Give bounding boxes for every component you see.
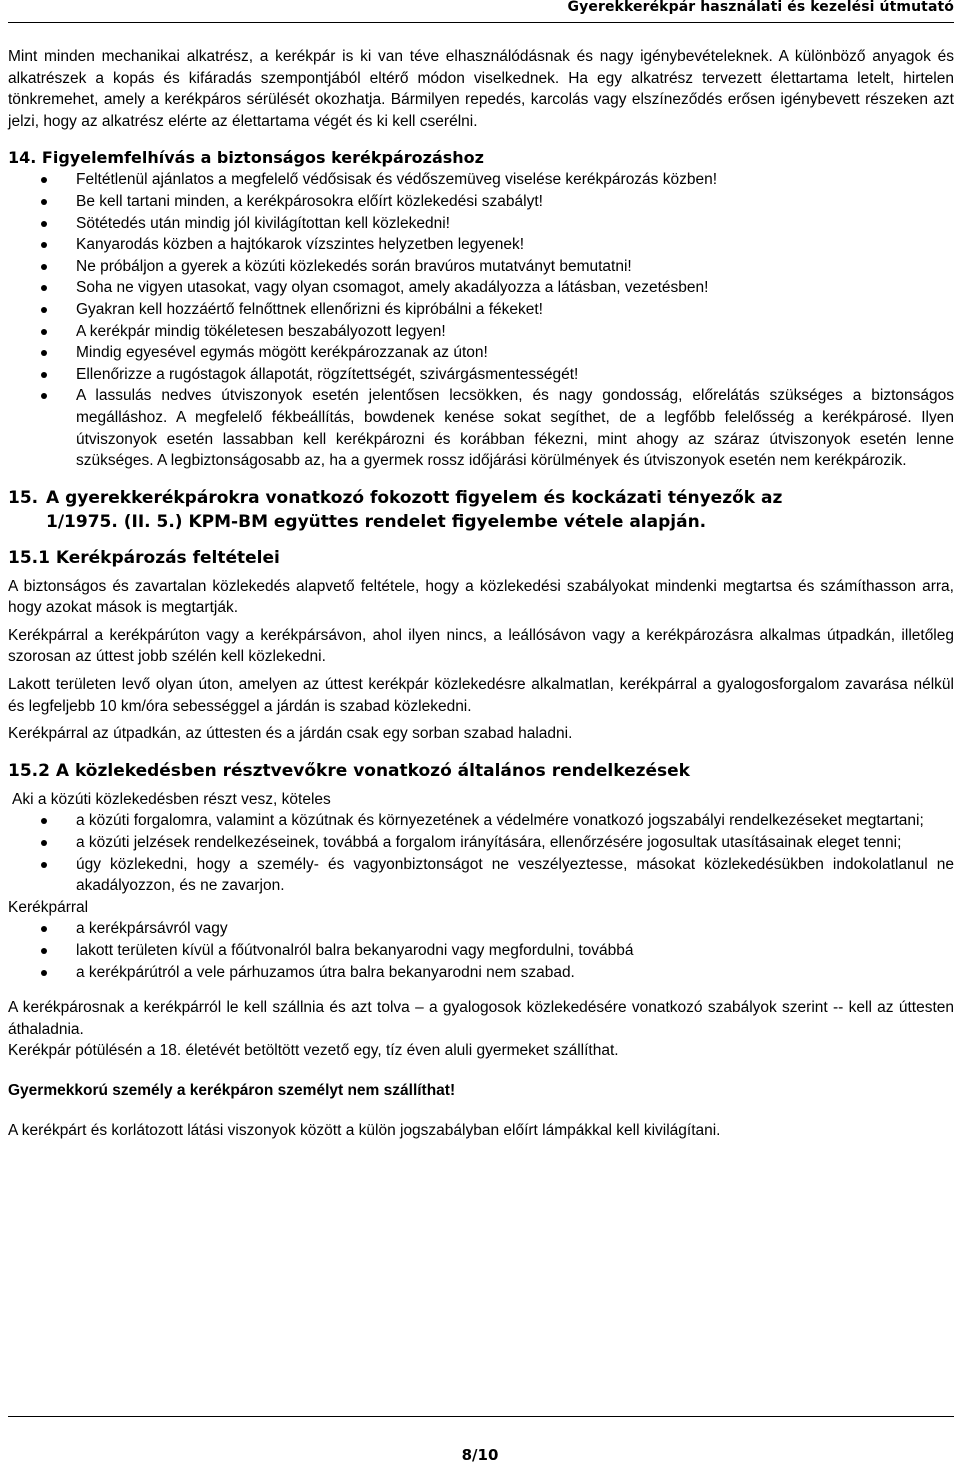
list-item: Ne próbáljon a gyerek a közúti közlekedés során bravúros mutatványt bemutatni! bbox=[8, 256, 954, 278]
list-item: Sötétedés után mindig jól kivilágítottan kell közlekedni! bbox=[8, 213, 954, 235]
list-item: Feltétlenül ajánlatos a megfelelő védősisak és védőszemüveg viselése kerékpározás közben! bbox=[8, 169, 954, 191]
list-item: lakott területen kívül a főútvonalról balra bekanyarodni vagy megfordulni, továbbá bbox=[8, 940, 954, 962]
list-item: Be kell tartani minden, a kerékpárosokra előírt közlekedési szabályt! bbox=[8, 191, 954, 213]
bike-prohibition-list bbox=[8, 918, 954, 983]
obligation-lead: Aki a közúti közlekedésben részt vesz, köteles bbox=[12, 790, 331, 808]
lighting-paragraph: A kerékpárt és korlátozott látási viszonyok között a külön jogszabályban előírt lámpákkal kell kivilágítani. bbox=[8, 1121, 721, 1139]
header-title: Gyerekkerékpár használati és kezelési útmutató bbox=[567, 0, 954, 15]
list-item: a kerékpárútról a vele párhuzamos útra balra bekanyarodni nem szabad. bbox=[8, 962, 954, 984]
section-15-1-heading: 15.1 Kerékpározás feltételei bbox=[8, 547, 280, 568]
section-15-number: 15. bbox=[8, 487, 39, 508]
bike-lead: Kerékpárral bbox=[8, 898, 89, 916]
list-item: A kerékpár mindig tökéletesen beszabályozott legyen! bbox=[8, 321, 954, 343]
section-15-1-paragraph: A biztonságos és zavartalan közlekedés alapvető feltétele, hogy a közlekedési szabályokat mindenki megtartsa és számíthasson arra, hogy azokat mások is megtartják. bbox=[8, 577, 954, 617]
section-15-1-paragraph: Lakott területen levő olyan úton, amelyen az úttest kerékpár közlekedésre alkalmatlan, kerékpárral a gyalogosforgalom zavarása nélkül és legfeljebb 10 km/óra sebességgel a járdán is szabad közlekedni. bbox=[8, 676, 954, 715]
section-15-1-paragraph: Kerékpárral a kerékpárúton vagy a kerékpársávon, ahol ilyen nincs, a leállósávon vagy a kerékpározásra alkalmas útpadkán, illetőleg szorosan az úttest jobb szélén kell közlekedni. bbox=[8, 626, 954, 666]
section-15-title-line2: 1/1975. (II. 5.) KPM-BM együttes rendelet figyelembe vétele alapján. bbox=[46, 511, 707, 532]
list-item: Gyakran kell hozzáértő felnőttnek ellenőrizni és kipróbálni a fékeket! bbox=[8, 299, 954, 321]
passenger-seat-paragraph: Kerékpár pótülésén a 18. életévét betöltött vezető egy, tíz éven aluli gyermeket szállíthat. bbox=[8, 1042, 619, 1060]
list-item: Kanyarodás közben a hajtókarok vízszintes helyzetben legyenek! bbox=[8, 234, 954, 256]
obligation-list bbox=[8, 810, 954, 896]
page-header bbox=[8, 0, 954, 23]
page-content bbox=[8, 46, 954, 1141]
section-15-heading bbox=[8, 486, 954, 534]
list-item: Ellenőrizze a rugóstagok állapotát, rögzítettségét, szivárgásmentességét! bbox=[8, 364, 954, 386]
page-number: 8/10 bbox=[461, 1446, 499, 1464]
list-item: Mindig egyesével egymás mögött kerékpározzanak az úton! bbox=[8, 342, 954, 364]
footer-rule bbox=[8, 1416, 954, 1417]
list-item: a közúti jelzések rendelkezéseinek, továbbá a forgalom irányítására, ellenőrzésére jogosultak utasításainak eleget tenni; bbox=[8, 832, 954, 854]
list-item: úgy közlekedni, hogy a személy- és vagyonbiztonságot ne veszélyeztesse, másokat közlekedésükben indokolatlanul ne akadályozzon, és ne zavarjon. bbox=[8, 854, 954, 897]
list-item: a közúti forgalomra, valamint a közútnak és környezetének a védelmére vonatkozó jogszabályi rendelkezéseket megtartani; bbox=[8, 810, 954, 832]
section-14-heading: 14. Figyelemfelhívás a biztonságos kerékpározáshoz bbox=[8, 148, 484, 168]
section-15-2-heading: 15.2 A közlekedésben résztvevőkre vonatkozó általános rendelkezések bbox=[8, 760, 690, 781]
child-rule-paragraph: Gyermekkorú személy a kerékpáron személyt nem szállíthat! bbox=[8, 1081, 456, 1099]
intro-paragraph: Mint minden mechanikai alkatrész, a kerékpár is ki van téve elhasználódásnak és nagy igénybevételeknek. A különböző anyagok és alkatrészek a kopás és kifáradás szempontjából eltérő módon viselkednek. Ha egy alkatrész tervezett élettartama letelt, hirtelen tönkremehet, amely a kerékpáros sérülését okozhatja. Bármilyen repedés, karcolás vagy elszíneződés erősen igénybevett részeken azt jelzi, hogy az alkatrész elérte az élettartama végét és ki kell cserélni. bbox=[8, 48, 954, 130]
section-15-title-line1: A gyerekkerékpárokra vonatkozó fokozott figyelem és kockázati tényezők az bbox=[46, 487, 783, 508]
list-item: a kerékpársávról vagy bbox=[8, 918, 954, 940]
safety-list bbox=[8, 169, 954, 471]
list-item: Soha ne vigyen utasokat, vagy olyan csomagot, amely akadályozza a látásban, vezetésben! bbox=[8, 277, 954, 299]
section-15-1-paragraph: Kerékpárral az útpadkán, az úttesten és a járdán csak egy sorban szabad haladni. bbox=[8, 725, 573, 743]
dismount-paragraph: A kerékpárosnak a kerékpárról le kell szállnia és azt tolva – a gyalogosok közlekedésére vonatkozó szabályok szerint -- kell az úttesten áthaladnia. bbox=[8, 999, 954, 1038]
list-item: A lassulás nedves útviszonyok esetén jelentősen lecsökken, és nagy gondosság, előrelátás szükséges a biztonságos megálláshoz. A megfelelő fékbeállítás, bowdenek kenése sokat segíthet, de a legfőbb felelősség a kerékpárosé. Ilyen útviszonyok esetén lassabban kell kerékpározni és korábban fékezni, mint ahogy az száraz útviszonyok esetén lenne szükséges. A legbiztonságosabb az, ha a gyermek rossz időjárási körülmények és útviszonyok esetén nem kerékpározik. bbox=[8, 385, 954, 471]
